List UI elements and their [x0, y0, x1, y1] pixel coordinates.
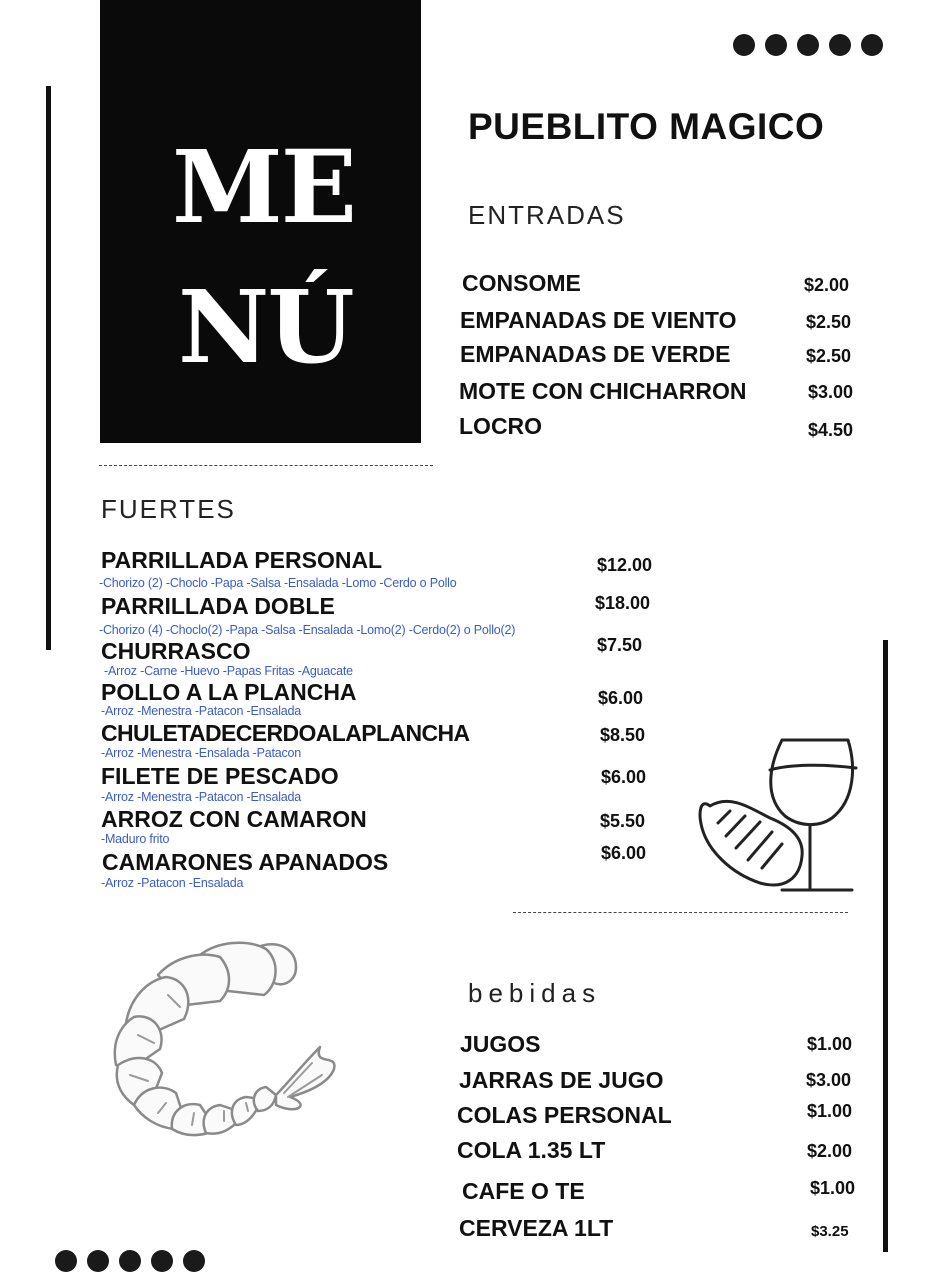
- steak-and-wine-glass-icon: [690, 728, 875, 900]
- fuertes-item-name: PARRILLADA DOBLE: [101, 593, 335, 619]
- shrimp-icon: [108, 935, 348, 1145]
- dot: [765, 34, 787, 56]
- bebidas-item-name: COLA 1.35 LT: [457, 1137, 606, 1163]
- fuertes-item-name: CAMARONES APANADOS: [102, 849, 389, 875]
- entradas-item-price: $2.00: [804, 275, 850, 295]
- bebidas-item-name: JUGOS: [460, 1031, 541, 1057]
- bebidas-item-price: $3.00: [806, 1070, 852, 1090]
- entradas-item-price: $3.00: [808, 382, 854, 402]
- fuertes-item-name: CHULETADECERDOALAPLANCHA: [101, 720, 470, 746]
- dot: [119, 1250, 141, 1272]
- bebidas-item-price: $1.00: [807, 1034, 853, 1054]
- bebidas-item-price: $3.25: [811, 1223, 849, 1240]
- bebidas-item-name: JARRAS DE JUGO: [459, 1067, 664, 1093]
- fuertes-item-desc: -Arroz -Menestra -Patacon -Ensalada: [101, 790, 302, 804]
- section-title-bebidas: bebidas: [468, 978, 602, 1008]
- dot: [733, 34, 755, 56]
- fuertes-item-desc: -Maduro frito: [101, 832, 170, 846]
- bebidas-item-name: COLAS PERSONAL: [457, 1102, 672, 1128]
- dot: [797, 34, 819, 56]
- entradas-item-name: LOCRO: [459, 413, 543, 439]
- bebidas-item-name: CAFE O TE: [462, 1178, 585, 1204]
- fuertes-item-name: PARRILLADA PERSONAL: [101, 547, 383, 573]
- dot: [829, 34, 851, 56]
- entradas-item-price: $4.50: [808, 420, 854, 440]
- divider-dashed: [99, 465, 433, 466]
- fuertes-item-price: $5.50: [600, 811, 646, 831]
- menu-word-line2: NÚ: [178, 268, 353, 386]
- bebidas-item-price: $1.00: [810, 1178, 856, 1198]
- entradas-item-name: CONSOME: [462, 270, 581, 296]
- fuertes-item-name: FILETE DE PESCADO: [101, 763, 339, 789]
- entradas-item-name: MOTE CON CHICHARRON: [459, 378, 747, 404]
- fuertes-item-price: $7.50: [597, 635, 643, 655]
- bebidas-item-name: CERVEZA 1LT: [459, 1215, 614, 1241]
- entradas-item-price: $2.50: [806, 346, 852, 366]
- fuertes-item-price: $6.00: [601, 767, 647, 787]
- top-dot-row: [733, 34, 883, 56]
- entradas-item-name: EMPANADAS DE VERDE: [460, 341, 731, 367]
- bottom-dot-row: [55, 1250, 205, 1272]
- bebidas-item-price: $2.00: [807, 1141, 853, 1161]
- fuertes-item-price: $18.00: [595, 593, 651, 613]
- entradas-item-name: EMPANADAS DE VIENTO: [460, 307, 737, 333]
- menu-word-line1: ME: [172, 128, 355, 246]
- fuertes-item-price: $6.00: [598, 688, 644, 708]
- fuertes-item-desc: -Arroz -Menestra -Ensalada -Patacon: [101, 746, 302, 760]
- fuertes-item-name: ARROZ CON CAMARON: [101, 806, 367, 832]
- dot: [55, 1250, 77, 1272]
- section-title-fuertes: FUERTES: [101, 494, 236, 524]
- fuertes-item-desc: -Arroz -Carne -Huevo -Papas Fritas -Aguacate: [104, 664, 353, 678]
- section-title-entradas: ENTRADAS: [468, 200, 626, 230]
- fuertes-item-price: $8.50: [600, 725, 646, 745]
- fuertes-item-name: CHURRASCO: [101, 638, 251, 664]
- bebidas-item-price: $1.00: [807, 1101, 853, 1121]
- dot: [183, 1250, 205, 1272]
- menu-logo-block: [100, 0, 421, 443]
- divider-dashed: [513, 912, 848, 913]
- left-vertical-bar: [46, 86, 51, 650]
- right-vertical-bar: [883, 640, 888, 1252]
- fuertes-item-name: POLLO A LA PLANCHA: [101, 679, 357, 705]
- fuertes-item-desc: -Arroz -Patacon -Ensalada: [101, 876, 244, 890]
- fuertes-item-price: $6.00: [601, 843, 647, 863]
- fuertes-item-desc: -Arroz -Menestra -Patacon -Ensalada: [101, 704, 302, 718]
- entradas-item-price: $2.50: [806, 312, 852, 332]
- dot: [861, 34, 883, 56]
- dot: [87, 1250, 109, 1272]
- fuertes-item-price: $12.00: [597, 555, 653, 575]
- fuertes-item-desc: -Chorizo (4) -Choclo(2) -Papa -Salsa -Ensalada -Lomo(2) -Cerdo(2) o Pollo(2): [99, 623, 516, 637]
- fuertes-item-desc: -Chorizo (2) -Choclo -Papa -Salsa -Ensalada -Lomo -Cerdo o Pollo: [99, 576, 457, 590]
- restaurant-name: PUEBLITO MAGICO: [468, 106, 825, 147]
- dot: [151, 1250, 173, 1272]
